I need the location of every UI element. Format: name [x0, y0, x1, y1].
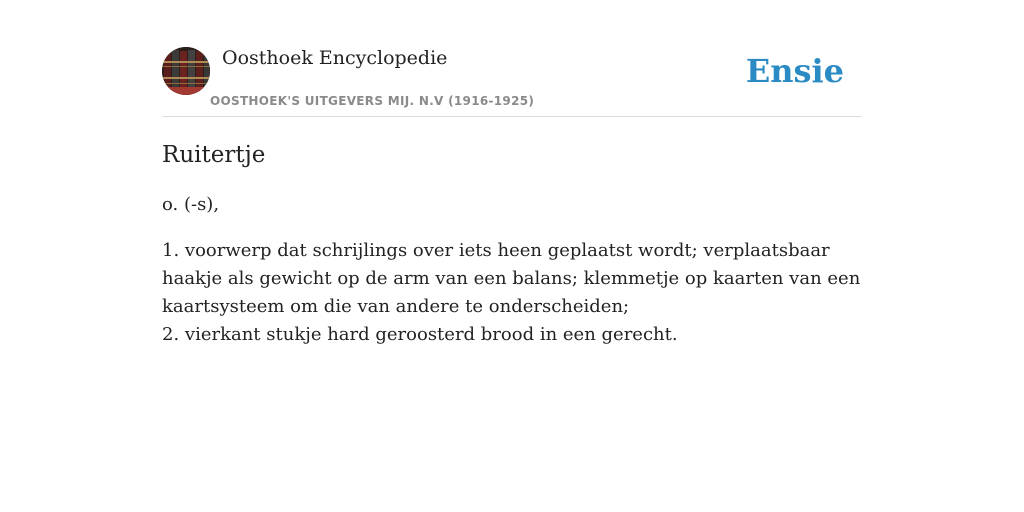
- entry-title: Ruitertje: [162, 142, 266, 168]
- entry-body: [162, 191, 862, 349]
- definition-item: 1. voorwerp dat schrijlings over iets heen geplaatst wordt; verplaatsbaar haakje als gewicht op de arm van een balans; klemmetje op kaarten van een kaartsysteem om die van andere te onderscheiden;: [162, 240, 861, 317]
- definition-item: 2. vierkant stukje hard geroosterd brood in een gerecht.: [162, 324, 678, 345]
- source-avatar[interactable]: [162, 47, 210, 95]
- entry-definitions: [162, 237, 862, 349]
- source-title[interactable]: Oosthoek Encyclopedie: [222, 47, 448, 69]
- entry-grammar: o. (-s),: [162, 194, 220, 215]
- ensie-logo[interactable]: Ensie: [745, 52, 844, 90]
- content-container: [162, 46, 862, 367]
- source-subtitle: OOSTHOEK'S UITGEVERS MIJ. N.V (1916-1925): [210, 94, 535, 108]
- source-header: [162, 46, 862, 117]
- bookshelf-icon: [162, 47, 210, 95]
